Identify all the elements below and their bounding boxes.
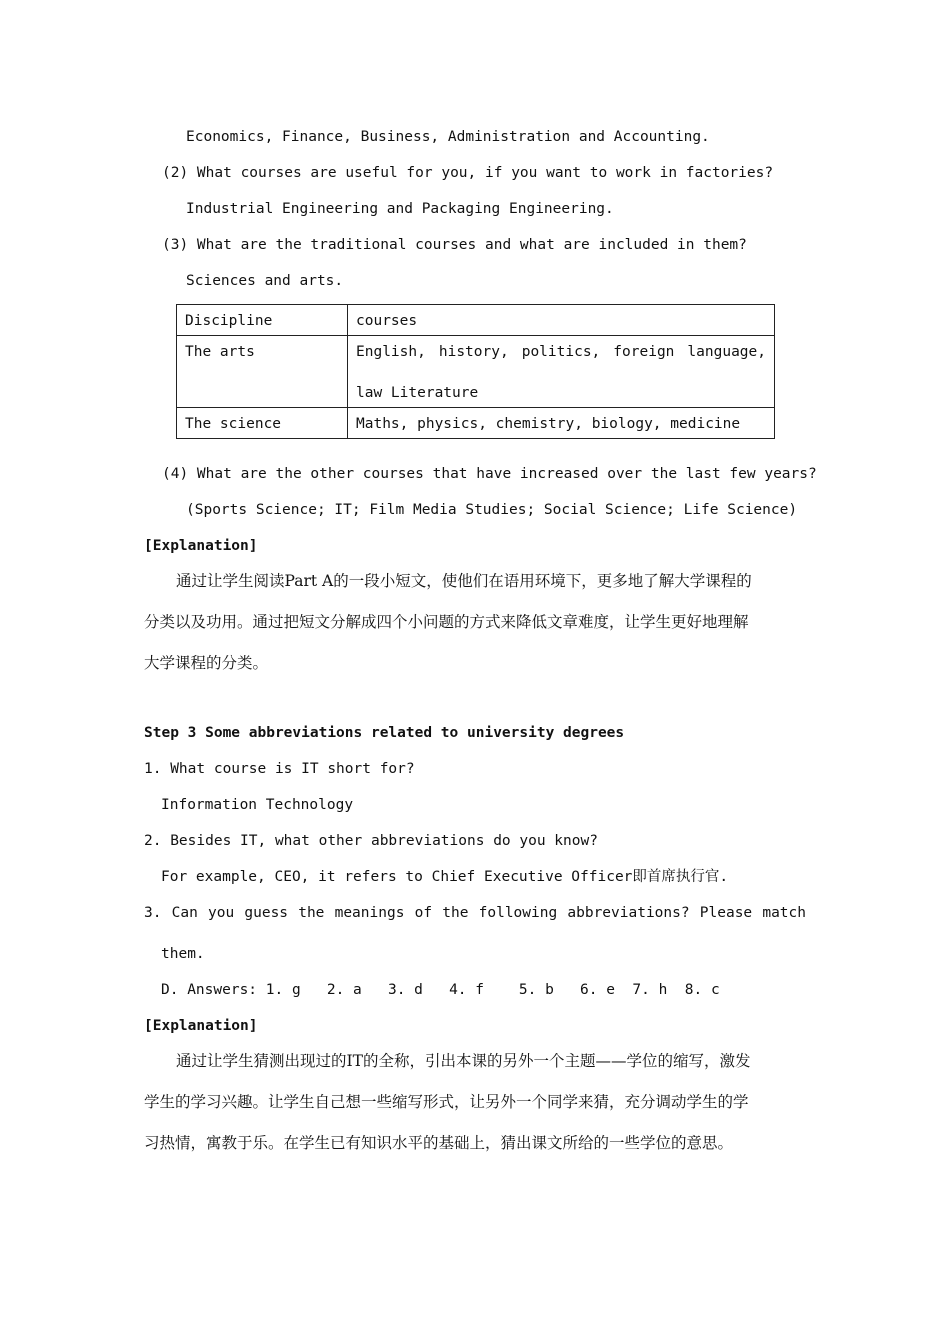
question-4: (4) What are the other courses that have increased over the last few years? xyxy=(162,466,817,482)
table-cell-discipline: The arts xyxy=(177,336,348,408)
table-header-courses: courses xyxy=(348,305,775,336)
step3-question-3: 3. Can you guess the meanings of the following abbreviations? Please match xyxy=(144,905,806,921)
table-cell-courses xyxy=(348,336,775,408)
table-cell-courses: Maths, physics, chemistry, biology, medicine xyxy=(348,408,775,439)
explanation-heading: [Explanation] xyxy=(144,538,258,554)
courses-line-2: law Literature xyxy=(356,385,479,401)
answer-3: Sciences and arts. xyxy=(186,273,344,289)
question-2: (2) What courses are useful for you, if you want to work in factories? xyxy=(162,165,774,181)
table-header-row xyxy=(177,305,775,336)
step3-answer-2: For example, CEO, it refers to Chief Executive Officer即首席执行官. xyxy=(161,869,729,885)
step3-answer-1: Information Technology xyxy=(161,797,354,813)
explanation-text-line: 通过让学生阅读Part A的一段小短文，使他们在语用环境下，更多地了解大学课程的 xyxy=(176,572,752,590)
explanation-heading: [Explanation] xyxy=(144,1018,258,1034)
step3-answers: D. Answers: 1. g 2. a 3. d 4. f 5. b 6. e 7. h 8. c xyxy=(161,982,720,998)
explanation-text-line: 学生的学习兴趣。让学生自己想一些缩写形式，让另外一个同学来猜，充分调动学生的学 xyxy=(144,1093,749,1111)
answer-4: (Sports Science; IT; Film Media Studies; Social Science; Life Science) xyxy=(186,502,798,518)
explanation-text-line: 通过让学生猜测出现过的IT的全称，引出本课的另外一个主题——学位的缩写，激发 xyxy=(176,1052,751,1070)
explanation-text-line: 大学课程的分类。 xyxy=(144,654,269,672)
step3-question-2: 2. Besides IT, what other abbreviations do you know? xyxy=(144,833,598,849)
table-header-discipline: Discipline xyxy=(177,305,348,336)
table-row xyxy=(177,408,775,439)
courses-line-1: English, history, politics, foreign language, xyxy=(356,344,766,360)
explanation-text-line: 习热情，寓教于乐。在学生已有知识水平的基础上，猜出课文所给的一些学位的意思。 xyxy=(144,1134,734,1152)
answer-1: Economics, Finance, Business, Administration and Accounting. xyxy=(186,129,710,145)
step3-heading: Step 3 Some abbreviations related to university degrees xyxy=(144,725,625,741)
answer-2: Industrial Engineering and Packaging Engineering. xyxy=(186,201,614,217)
step3-question-3-cont: them. xyxy=(161,946,205,962)
explanation-text-line: 分类以及功用。通过把短文分解成四个小问题的方式来降低文章难度，让学生更好地理解 xyxy=(144,613,749,631)
question-3: (3) What are the traditional courses and what are included in them? xyxy=(162,237,747,253)
table-row xyxy=(177,336,775,408)
step3-question-1: 1. What course is IT short for? xyxy=(144,761,415,777)
discipline-table xyxy=(176,304,775,439)
table-cell-discipline: The science xyxy=(177,408,348,439)
